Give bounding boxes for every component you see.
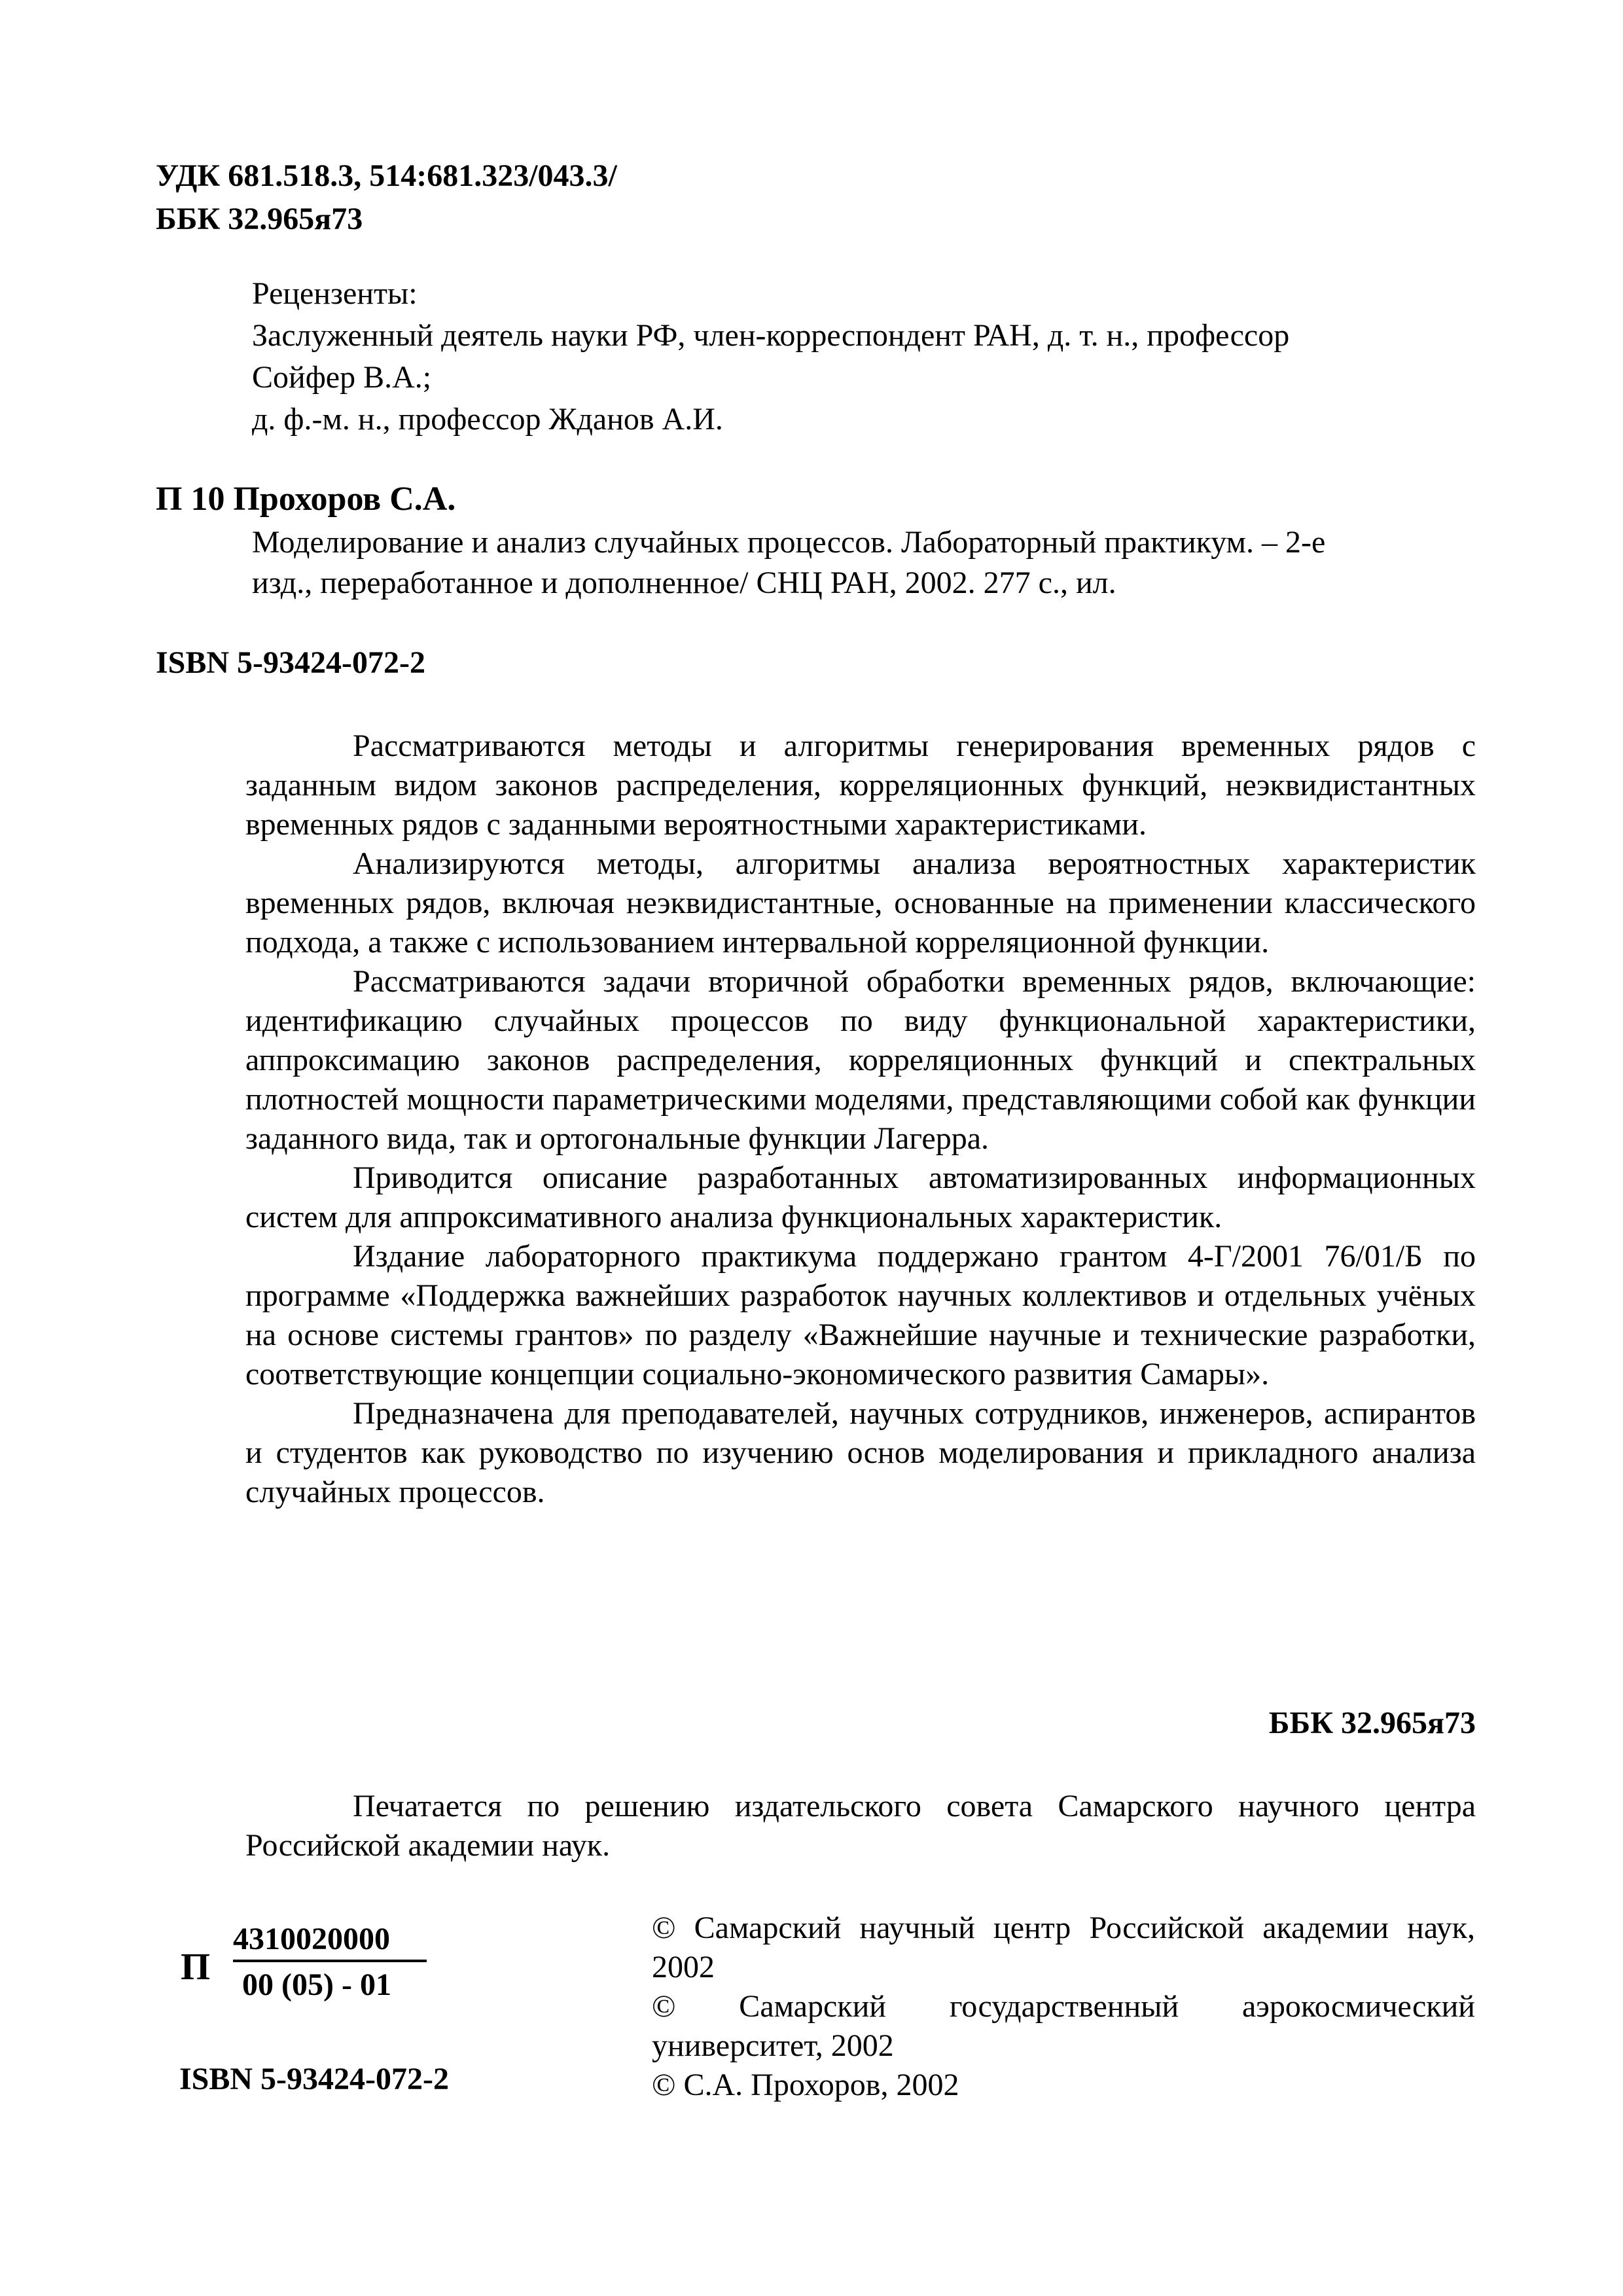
author-heading: П 10 Прохоров С.А. [156, 480, 456, 518]
abstract-paragraph: Анализируются методы, алгоритмы анализа вероятностных характеристик временных рядов, включая неэквидистантные, основанные на применении классического подхода, а также с использованием интервальной корреляционной функции. [245, 846, 1476, 960]
code-denominator: 00 (05) - 01 [242, 1967, 391, 2002]
copyright-block [652, 1909, 1475, 2105]
reviewer-line: Заслуженный деятель науки РФ, член-корреспондент РАН, д. т. н., профессор [252, 318, 1290, 353]
copyright-line: © Самарский научный центр Российской академии наук, 2002 [652, 1910, 1475, 1984]
classification-letter: П [181, 1945, 211, 1988]
abstract-paragraph: Приводится описание разработанных автоматизированных информационных систем для аппроксимативного анализа функциональных характеристик. [245, 1160, 1476, 1234]
bbk-right: ББК 32.965я73 [1268, 1706, 1476, 1740]
udk-code: УДК 681.518.3, 514:681.323/043.3/ [156, 158, 617, 193]
reviewer-line: д. ф.-м. н., профессор Жданов А.И. [252, 402, 723, 437]
abstract-paragraph: Рассматриваются задачи вторичной обработки временных рядов, включающие: идентификацию случайных процессов по виду функциональной характеристики, аппроксимацию законов распределения, корреляционных функций и спектральных плотностей мощности параметрическими моделями, представляющими собой как функции заданного вида, так и ортогональные функции Лагерра. [245, 964, 1476, 1156]
print-note [245, 1787, 1476, 1865]
bibliographic-line: Моделирование и анализ случайных процессов. Лабораторный практикум. – 2-е [252, 525, 1326, 560]
reviewers-label: Рецензенты: [252, 276, 418, 311]
reviewer-line: Сойфер В.А.; [252, 360, 432, 395]
abstract-paragraph: Рассматриваются методы и алгоритмы генерирования временных рядов с заданным видом законов распределения, корреляционных функций, неэквидистантных временных рядов с заданными вероятностными характеристиками. [245, 728, 1476, 842]
abstract-paragraph: Предназначена для преподавателей, научных сотрудников, инженеров, аспирантов и студентов как руководство по изучению основ моделирования и прикладного анализа случайных процессов. [245, 1396, 1476, 1509]
isbn-bottom: ISBN 5-93424-072-2 [179, 2062, 450, 2096]
bbk-code: ББК 32.965я73 [156, 202, 363, 236]
fraction-bar [233, 1960, 427, 1962]
copyright-line: © С.А. Прохоров, 2002 [652, 2068, 959, 2102]
print-note-text: Печатается по решению издательского совета Самарского научного центра Российской академии наук. [245, 1789, 1476, 1863]
isbn-top: ISBN 5-93424-072-2 [156, 645, 426, 680]
code-numerator: 4310020000 [233, 1922, 390, 1956]
copyright-line: © Самарский государственный аэрокосмический университет, 2002 [652, 1989, 1475, 2063]
bibliographic-line: изд., переработанное и дополненное/ СНЦ РАН, 2002. 277 с., ил. [252, 565, 1116, 600]
abstract-paragraph: Издание лабораторного практикума поддержано грантом 4-Г/2001 76/01/Б по программе «Поддержка важнейших разработок научных коллективов и отдельных учёных на основе системы грантов» по разделу «Важнейшие научные и технические разработки, соответствующие концепции социально-экономического развития Самары». [245, 1239, 1476, 1391]
abstract [245, 726, 1476, 1512]
